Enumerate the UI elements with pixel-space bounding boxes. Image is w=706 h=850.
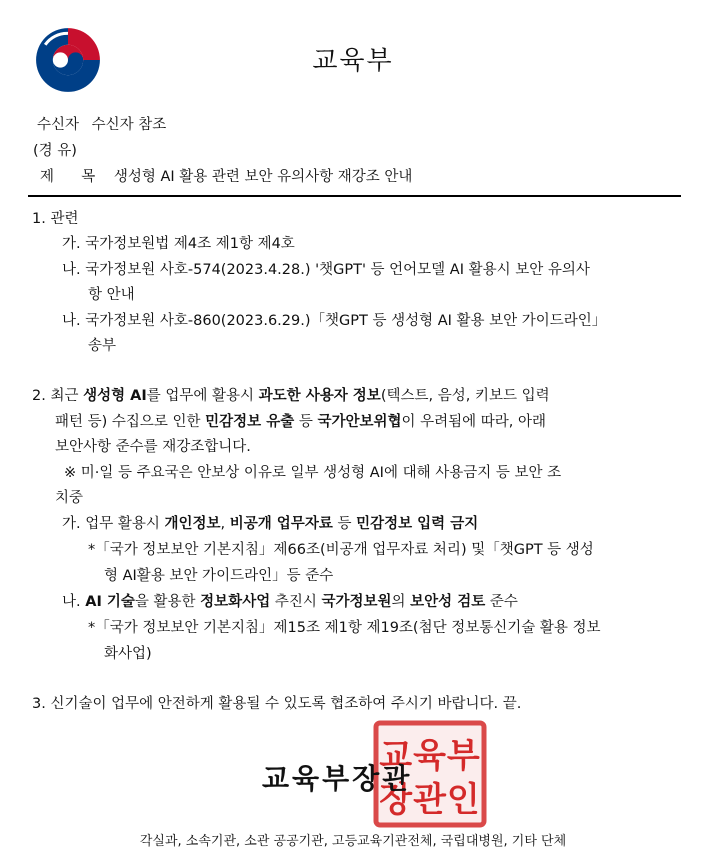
subject-value: 생성형 AI 활용 관련 보안 유의사항 재강조 안내 <box>113 169 413 185</box>
section2-na-sub-cont: 화사업) <box>104 646 152 662</box>
seal-text-line1: 교육부 <box>379 736 481 776</box>
distribution-list: 각실과, 소속기관, 소관 공공기관, 고등교육기관전체, 국립대병원, 기타 단체 <box>139 834 567 849</box>
sender-name: 교육부장관 <box>262 762 413 795</box>
section2-line3: 보안사항 준수를 재강조합니다. <box>55 439 251 455</box>
text: 추진시 <box>270 594 322 610</box>
subject-label: 제 목 <box>40 169 102 185</box>
text: 가. 업무 활용시 <box>62 516 165 532</box>
text: 나. <box>62 594 86 610</box>
text: 을 활용한 <box>134 594 201 610</box>
emphasis: 과도한 사용자 정보 <box>258 388 381 404</box>
emphasis: AI 기술 <box>85 594 135 610</box>
text: 2. 최근 <box>32 388 84 404</box>
text: 를 업무에 활용시 <box>146 388 259 404</box>
section3-text: 3. 신기술이 업무에 안전하게 활용될 수 있도록 협조하여 주시기 바랍니다. 끝. <box>32 696 522 712</box>
emphasis: 보안성 검토 <box>410 594 486 610</box>
section2-ga-sub-cont: 형 AI활용 보안 가이드라인」등 준수 <box>104 568 334 584</box>
text: 이 우려됨에 따라, 아래 <box>401 414 547 430</box>
text: 등 <box>332 516 357 532</box>
emphasis: 국가정보원 <box>321 594 392 610</box>
emphasis: 민감정보 입력 금지 <box>356 516 479 532</box>
emphasis: 민감정보 유출 <box>205 414 295 430</box>
via-line: (경 유) <box>33 143 77 159</box>
recipient-label: 수신자 <box>37 117 80 133</box>
section2-line1 <box>32 385 550 407</box>
subject-line <box>40 166 412 188</box>
section2-note: ※ 미·일 등 주요국은 안보상 이유로 일부 생성형 AI에 대해 사용금지 등 보안 조 <box>64 465 562 481</box>
text: , <box>220 516 230 532</box>
section1-item: 가. 국가정보원법 제4조 제1항 제4호 <box>62 236 295 252</box>
emphasis: 개인정보 <box>164 516 221 532</box>
section1-item-cont: 항 안내 <box>88 287 135 303</box>
seal-text-line2: 장관인 <box>379 780 481 820</box>
section1-item: 나. 국가정보원 사호-860(2023.6.29.)「챗GPT 등 생성형 AI 활용 보안 가이드라인」 <box>62 313 607 329</box>
section2-item-ga <box>62 513 478 535</box>
section2-note-cont: 치중 <box>55 490 84 506</box>
emphasis: 정보화사업 <box>200 594 271 610</box>
recipient-value: 수신자 참조 <box>91 117 167 133</box>
section1-item: 나. 국가정보원 사호-574(2023.4.28.) '챗GPT' 등 언어모델 AI 활용시 보안 유의사 <box>62 262 590 278</box>
text: (텍스트, 음성, 키보드 입력 <box>380 388 550 404</box>
header-divider <box>28 195 681 197</box>
section2-item-na <box>62 591 518 613</box>
emphasis: 국가안보위협 <box>317 414 402 430</box>
ministry-title: 교육부 <box>312 46 394 76</box>
section1-heading: 1. 관련 <box>32 211 79 227</box>
emphasis: 생성형 AI <box>83 388 147 404</box>
text: 등 <box>294 414 318 430</box>
text: 의 <box>391 594 411 610</box>
text: 패턴 등) 수집으로 인한 <box>55 414 206 430</box>
section2-na-sub: *「국가 정보보안 기본지침」제15조 제1항 제19조(첨단 정보통신기술 활용 정보 <box>88 620 601 636</box>
emphasis: 비공개 업무자료 <box>229 516 333 532</box>
section2-line2 <box>55 411 546 433</box>
section2-ga-sub: *「국가 정보보안 기본지침」제66조(비공개 업무자료 처리) 및「챗GPT 등 생성 <box>88 542 594 558</box>
text: 준수 <box>485 594 518 610</box>
recipient-line <box>37 114 166 136</box>
section1-item-cont: 송부 <box>88 338 117 354</box>
